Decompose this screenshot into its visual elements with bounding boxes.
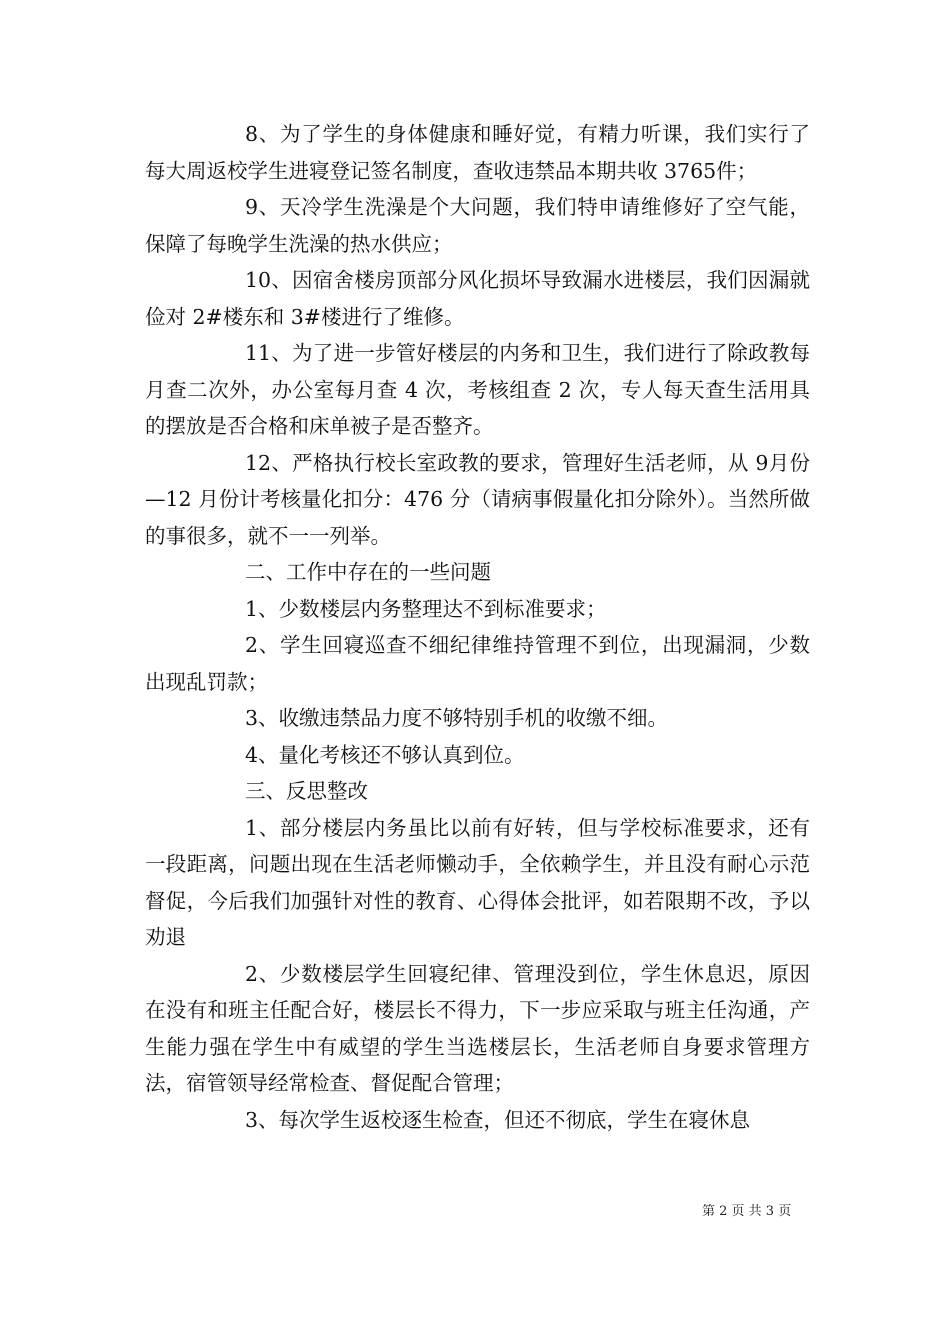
page-number-footer: 第 2 页 共 3 页 <box>702 1204 792 1219</box>
problem-item-1: 1、少数楼层内务整理达不到标准要求； <box>245 596 607 621</box>
section-heading-reflection: 三、反思整改 <box>245 779 368 803</box>
paragraph-item-9: 9、天冷学生洗澡是个大问题，我们特申请维修好了空气能，保障了每晚学生洗澡的热水供应； <box>145 195 810 256</box>
paragraph-item-10: 10、因宿舍楼房顶部分风化损坏导致漏水进楼层，我们因漏就俭对 2#楼东和 3#楼进行了维修。 <box>145 268 810 329</box>
problem-item-4: 4、量化考核还不够认真到位。 <box>245 742 525 767</box>
reflection-item-1: 1、部分楼层内务虽比以前有好转，但与学校标准要求，还有一段距离，问题出现在生活老师懒动手，全依赖学生，并且没有耐心示范督促，今后我们加强针对性的教育、心得体会批评，如若限期不改，予以劝退 <box>145 815 810 949</box>
problem-item-2: 2、学生回寝巡查不细纪律维持管理不到位，出现漏洞，少数出现乱罚款； <box>145 633 810 694</box>
document-body <box>145 116 810 1138</box>
reflection-item-3: 3、每次学生返校逐生检查，但还不彻底，学生在寝休息 <box>245 1107 751 1132</box>
paragraph-item-12: 12、严格执行校长室政教的要求，管理好生活老师，从 9月份—12 月份计考核量化扣分：476 分（请病事假量化扣分除外）。当然所做的事很多，就不一一列举。 <box>145 450 810 548</box>
section-heading-problems: 二、工作中存在的一些问题 <box>245 560 491 584</box>
paragraph-item-8: 8、为了学生的身体健康和睡好觉，有精力听课，我们实行了每大周返校学生进寝登记签名制度，查收违禁品本期共收 3765件； <box>145 122 810 183</box>
problem-item-3: 3、收缴违禁品力度不够特别手机的收缴不细。 <box>245 706 669 730</box>
paragraph-item-11: 11、为了进一步管好楼层的内务和卫生，我们进行了除政教每月查二次外，办公室每月查 4 次，考核组查 2 次，专人每天查生活用具的摆放是否合格和床单被子是否整齐。 <box>145 341 810 438</box>
reflection-item-2: 2、少数楼层学生回寝纪律、管理没到位，学生休息迟，原因在没有和班主任配合好，楼层长不得力，下一步应采取与班主任沟通，产生能力强在学生中有威望的学生当选楼层长，生活老师自身要求管理方法，宿管领导经常检查、督促配合管理； <box>145 961 810 1095</box>
